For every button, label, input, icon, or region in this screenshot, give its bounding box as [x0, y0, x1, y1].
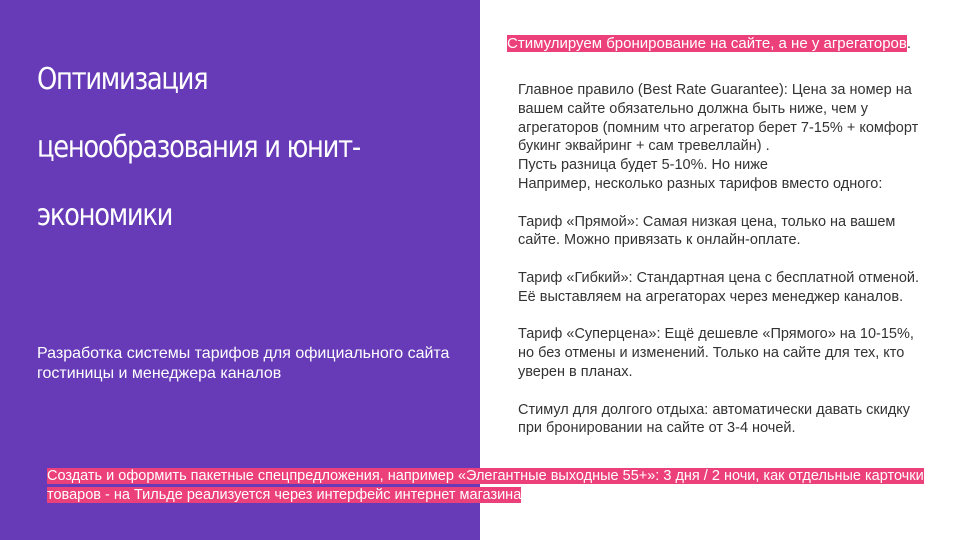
bottom-highlight-banner [47, 467, 927, 505]
paragraph-tariff-direct: Тариф «Прямой»: Самая низкая цена, только на вашем сайте. Можно привязать к онлайн-оплате. [518, 213, 896, 249]
paragraph-best-rate: Главное правило (Best Rate Guarantee): Цена за номер на вашем сайте обязательно должна быть ниже, чем у агрегаторов (помним что агрегатор берет 7-15% + комфорт букинг эквайринг + сам тревеллайн) . [518, 82, 919, 155]
bottom-banner-text: Создать и оформить пакетные спецпредложения, например «Элегантные выходные 55+»: 3 дня / 2 ночи, как отдельные карточки товаров - на Тильде реализуется через интерфейс интернет магазина [47, 468, 924, 503]
paragraph-example-intro: Например, несколько разных тарифов вместо одного: [518, 175, 883, 192]
top-highlight-banner [507, 35, 911, 53]
slide-title: Оптимизация ценообразования и юнит-экономики [37, 62, 360, 233]
slide-subtitle: Разработка системы тарифов для официального сайта гостиницы и менеджера каналов [37, 345, 450, 382]
paragraph-long-stay: Стимул для долгого отдыха: автоматически давать скидку при бронировании на сайте от 3-4 ночей. [518, 401, 911, 437]
paragraph-tariff-flexible: Тариф «Гибкий»: Стандартная цена с бесплатной отменой. Её выставляем на агрегаторах через менеджер каналов. [518, 269, 920, 305]
top-banner-period: . [906, 35, 912, 52]
paragraph-price-difference: Пусть разница будет 5-10%. Но ниже [518, 157, 768, 174]
paragraph-tariff-superprice: Тариф «Суперцена»: Ещё дешевле «Прямого» на 10-15%, но без отмены и изменений. Только на сайте для тех, кто уверен в планах. [518, 326, 914, 380]
tariff-body-text [518, 81, 928, 438]
top-banner-text: Стимулируем бронирование на сайте, а не у агрегаторов [507, 35, 907, 52]
